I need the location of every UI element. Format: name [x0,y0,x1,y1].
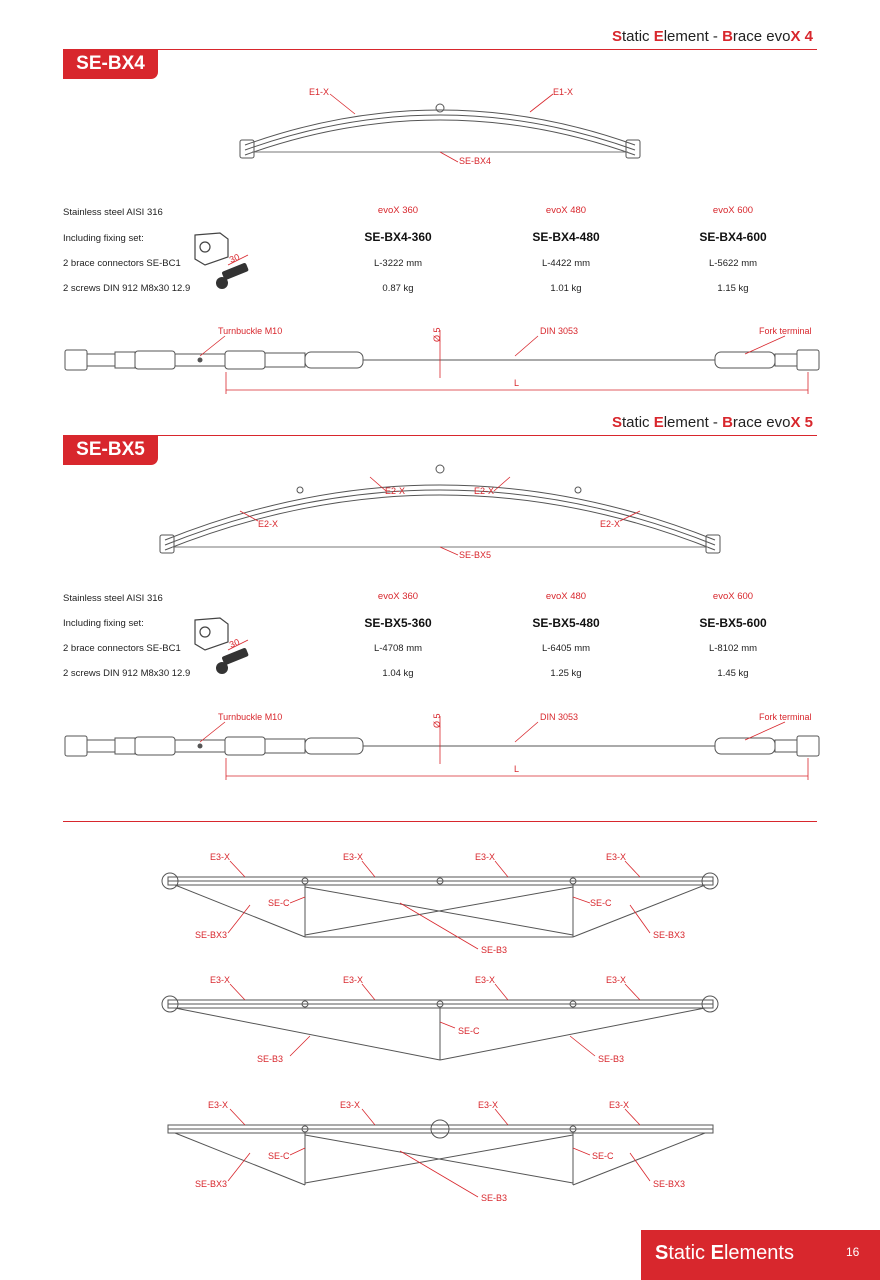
spec-fixing: Including fixing set: [63,233,144,244]
arch-label: SE-BX5 [459,550,492,560]
footer-band [641,1230,880,1280]
truss-label: SE-B3 [481,1193,508,1203]
beam-label: E3-X [475,852,496,862]
beam-label: E3-X [210,975,231,985]
arch-label: E2-X [385,486,406,496]
truss-label: SE-BX3 [195,1179,228,1189]
variant-name: evoX 360 [377,205,419,216]
variant-weight: 1.15 kg [717,283,749,294]
arch-label: E1-X [553,87,574,97]
variant-weight: 1.45 kg [717,668,749,679]
truss-label: SE-C [268,1151,290,1161]
arch-label: E2-X [474,486,495,496]
variant-length: L-5622 mm [708,258,758,269]
variant-length: L-8102 mm [708,643,758,654]
beam-label: E3-X [210,852,231,862]
product-tag: SE-BX5 [63,435,158,465]
variant-weight: 0.87 kg [382,283,414,294]
beam-label: E3-X [478,1100,499,1110]
beam-label: E3-X [340,1100,361,1110]
cable-diagram [0,320,880,400]
turnbuckle-label: Turnbuckle M10 [218,712,283,722]
beam-label: E3-X [606,852,627,862]
din-label: DIN 3053 [540,712,579,722]
arch-label: E2-X [258,519,279,529]
length-label: L [514,378,520,388]
din-label: DIN 3053 [540,326,579,336]
beam-label: E3-X [475,975,496,985]
page-number: 16 [846,1245,860,1259]
section-rule [63,435,817,436]
footer-title: Static Elements [655,1242,794,1264]
truss-label: SE-BX3 [653,930,686,940]
arch-label: SE-BX4 [459,156,492,166]
diameter-label: Ø 5 [432,713,442,728]
truss-label: SE-BX3 [653,1179,686,1189]
spec-screws: 2 screws DIN 912 M8x30 12.9 [63,283,191,294]
cable-diagram [0,706,880,786]
variant-weight: 1.01 kg [550,283,582,294]
beam-label: E3-X [606,975,627,985]
variant-length: L-4708 mm [373,643,423,654]
spec-material: Stainless steel AISI 316 [63,207,163,218]
variant-code: SE-BX4-360 [364,230,432,244]
truss-label: SE-B3 [257,1054,284,1064]
section-rule [63,49,817,50]
variant-weight: 1.04 kg [382,668,414,679]
variant-length: L-3222 mm [373,258,423,269]
screw-length-label: 30 [227,251,241,265]
variant-name: evoX 480 [545,205,587,216]
variant-weight: 1.25 kg [550,668,582,679]
variant-length: L-4422 mm [541,258,591,269]
variant-code: SE-BX4-480 [532,230,600,244]
arch-label: E1-X [309,87,330,97]
truss-label: SE-C [268,898,290,908]
product-tag: SE-BX4 [63,49,158,79]
variant-name: evoX 600 [712,591,754,602]
screw-length-label: 30 [227,636,241,650]
section-divider [63,821,817,822]
fork-label: Fork terminal [759,712,812,722]
diameter-label: Ø 5 [432,327,442,342]
turnbuckle-label: Turnbuckle M10 [218,326,283,336]
variant-code: SE-BX5-600 [699,616,767,630]
beam-label: E3-X [208,1100,229,1110]
section-header: Static Element - Brace evoX 5 [612,414,813,431]
variant-name: evoX 480 [545,591,587,602]
truss-diagram-v-bracing [0,968,880,1068]
spec-screws: 2 screws DIN 912 M8x30 12.9 [63,668,191,679]
truss-label: SE-C [592,1151,614,1161]
truss-label: SE-C [590,898,612,908]
fork-label: Fork terminal [759,326,812,336]
arch-label: E2-X [600,519,621,529]
length-label: L [514,764,520,774]
spec-material: Stainless steel AISI 316 [63,593,163,604]
truss-diagram-x-bracing-2 [0,1093,880,1203]
variant-code: SE-BX5-360 [364,616,432,630]
variant-length: L-6405 mm [541,643,591,654]
spec-connectors: 2 brace connectors SE-BC1 [63,258,181,269]
beam-label: E3-X [609,1100,630,1110]
arch-diagram [0,455,880,565]
truss-diagram-x-bracing [0,845,880,955]
variant-name: evoX 360 [377,591,419,602]
truss-label: SE-C [458,1026,480,1036]
beam-label: E3-X [343,852,364,862]
variant-name: evoX 600 [712,205,754,216]
spec-fixing: Including fixing set: [63,618,144,629]
truss-label: SE-BX3 [195,930,228,940]
section-header: Static Element - Brace evoX 4 [612,28,813,45]
truss-label: SE-B3 [481,945,508,955]
beam-label: E3-X [343,975,364,985]
variant-code: SE-BX4-600 [699,230,767,244]
variant-code: SE-BX5-480 [532,616,600,630]
spec-connectors: 2 brace connectors SE-BC1 [63,643,181,654]
truss-label: SE-B3 [598,1054,625,1064]
